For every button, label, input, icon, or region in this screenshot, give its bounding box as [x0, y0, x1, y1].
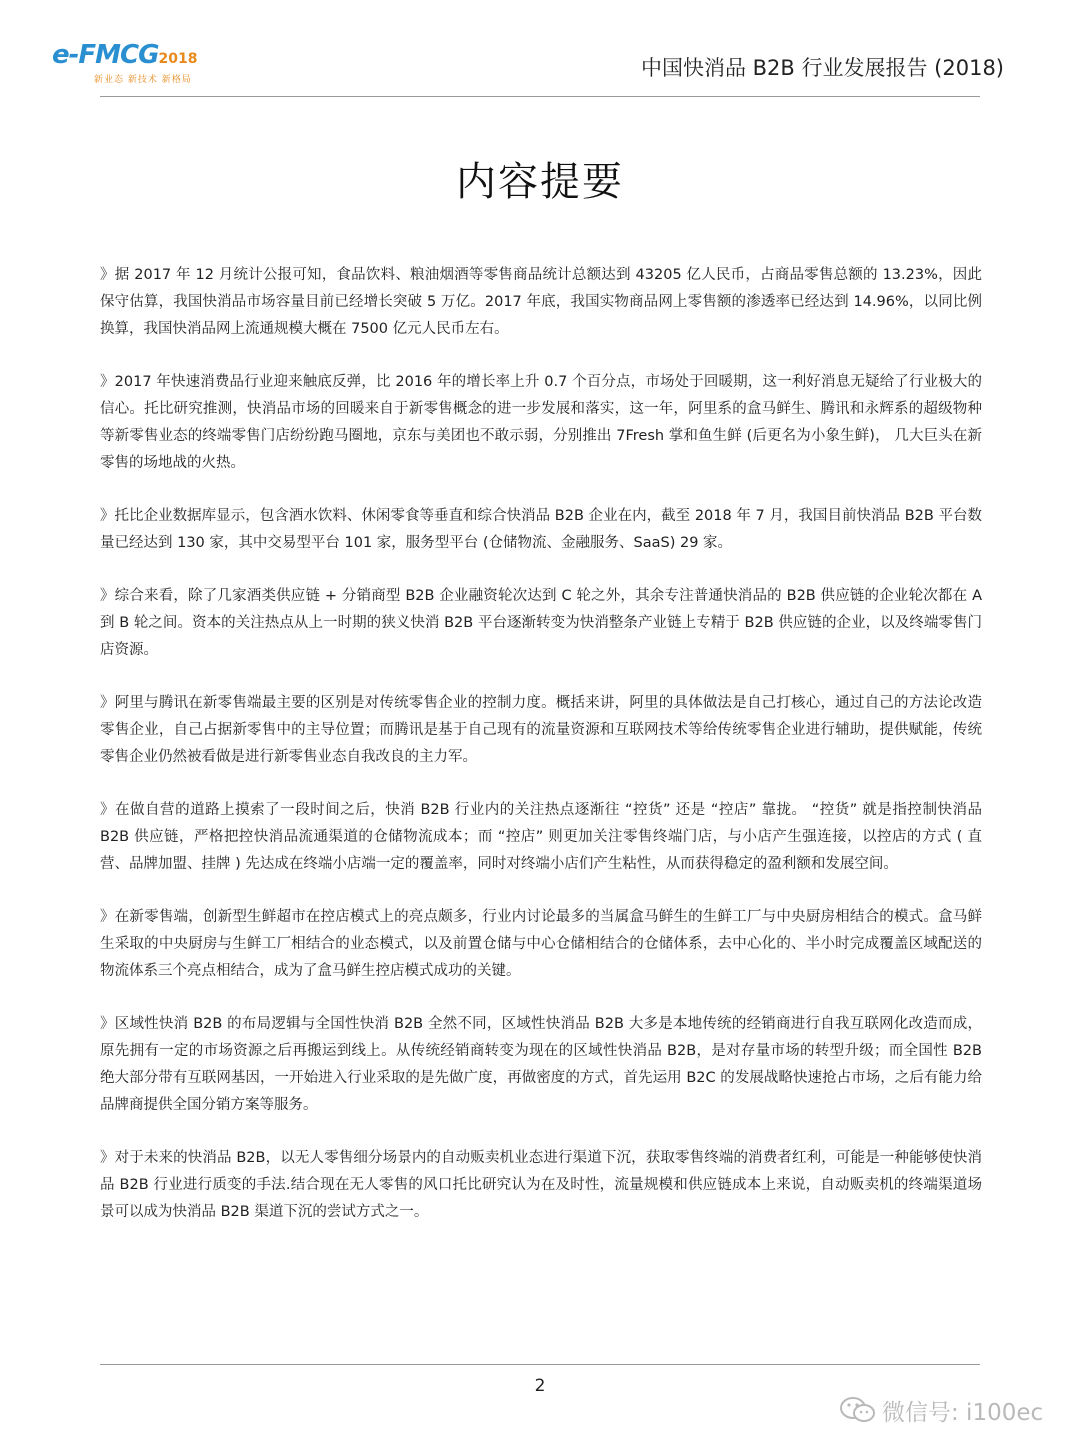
page-number: 2: [534, 1376, 546, 1396]
paragraph-6: 》在做自营的道路上摸索了一段时间之后，快消 B2B 行业内的关注热点逐渐往 “控货” 还是 “控店” 靠拢。 “控货” 就是指控制快消品 B2B 供应链，严格把控快消品流通渠道的仓储物流成本；而 “控店” 则更加关注零售终端门店，与小店产生强连接，以控店的方式 ( 直营、品牌加盟、挂牌 ) 先达成在终端小店端一定的覆盖率，同时对终端小店们产生粘性，从而获得稳定的盈利额和发展空间。: [100, 802, 982, 872]
header-divider: [100, 96, 980, 97]
report-title: 中国快消品 B2B 行业发展报告 (2018): [640, 56, 1004, 80]
paragraph-2: 》2017 年快速消费品行业迎来触底反弹，比 2016 年的增长率上升 0.7 个百分点，市场处于回暖期，这一利好消息无疑给了行业极大的信心。托比研究推测，快消品市场的回暖来自于新零售概念的进一步发展和落实，这一年，阿里系的盒马鲜生、腾讯和永辉系的超级物种等新零售业态的终端零售门店纷纷跑马圈地，京东与美团也不敢示弱，分别推出 7Fresh 掌和鱼生鲜 (后更名为小象生鲜)， 几大巨头在新零售的场地战的火热。: [100, 374, 982, 471]
paragraph-9: 》对于未来的快消品 B2B，以无人零售细分场景内的自动贩卖机业态进行渠道下沉，获取零售终端的消费者红利，可能是一种能够使快消品 B2B 行业进行质变的手法.结合现在无人零售的风口托比研究认为在及时性，流量规模和供应链成本上来说，自动贩卖机的终端渠道场景可以成为快消品 B2B 渠道下沉的尝试方式之一。: [100, 1150, 982, 1220]
paragraph-1: 》据 2017 年 12 月统计公报可知，食品饮料、粮油烟酒等零售商品统计总额达到 43205 亿人民币，占商品零售总额的 13.23%，因此保守估算，我国快消品市场容量目前已经增长突破 5 万亿。2017 年底，我国实物商品网上零售额的渗透率已经达到 14.96%，以同比例换算，我国快消品网上流通规模大概在 7500 亿元人民币左右。: [100, 267, 982, 337]
footer-divider: [100, 1364, 980, 1365]
wechat-icon: [838, 1395, 878, 1425]
paragraph-3: 》托比企业数据库显示，包含酒水饮料、休闲零食等垂直和综合快消品 B2B 企业在内，截至 2018 年 7 月，我国目前快消品 B2B 平台数量已经达到 130 家，其中交易型平台 101 家，服务型平台 (仓储物流、金融服务、SaaS) 29 家。: [100, 508, 982, 551]
paragraph-5: 》阿里与腾讯在新零售端最主要的区别是对传统零售企业的控制力度。概括来讲，阿里的具体做法是自己打核心，通过自己的方法论改造零售企业，自己占据新零售中的主导位置；而腾讯是基于自己现有的流量资源和互联网技术等给传统零售企业进行辅助，提供赋能，传统零售企业仍然被看做是进行新零售业态自我改良的主力军。: [100, 695, 982, 765]
efmcg-logo: [52, 40, 212, 90]
paragraph-8: 》区域性快消 B2B 的布局逻辑与全国性快消 B2B 全然不同，区域性快消品 B2B 大多是本地传统的经销商进行自我互联网化改造而成，原先拥有一定的市场资源之后再搬运到线上。从传统经销商转变为现在的区域性快消品 B2B，是对存量市场的转型升级；而全国性 B2B 绝大部分带有互联网基因，一开始进入行业采取的是先做广度，再做密度的方式，首先运用 B2C 的发展战略快速抢占市场，之后有能力给品牌商提供全国分销方案等服务。: [100, 1016, 982, 1113]
logo-main-text: e-FMCG: [52, 40, 159, 70]
paragraph-4: 》综合来看，除了几家酒类供应链 + 分销商型 B2B 企业融资轮次达到 C 轮之外，其余专注普通快消品的 B2B 供应链的企业轮次都在 A 到 B 轮之间。资本的关注热点从上一时期的狭义快消 B2B 平台逐渐转变为快消整条产业链上专精于 B2B 供应链的企业，以及终端零售门店资源。: [100, 588, 982, 658]
page-header: [0, 0, 1080, 100]
logo-year: 2018: [158, 51, 198, 67]
summary-content: [100, 262, 982, 1252]
watermark-text: 微信号: i100ec: [882, 1399, 1044, 1426]
wechat-watermark: [838, 1395, 1043, 1425]
paragraph-7: 》在新零售端，创新型生鲜超市在控店模式上的亮点颇多，行业内讨论最多的当属盒马鲜生的生鲜工厂与中央厨房相结合的模式。盒马鲜生采取的中央厨房与生鲜工厂相结合的业态模式，以及前置仓储与中心仓储相结合的仓储体系，去中心化的、半小时完成覆盖区域配送的物流体系三个亮点相结合，成为了盒马鲜生控店模式成功的关键。: [100, 909, 982, 979]
page-heading: 内容提要: [456, 159, 624, 205]
logo-tagline: 新业态 新技术 新格局: [94, 75, 192, 85]
